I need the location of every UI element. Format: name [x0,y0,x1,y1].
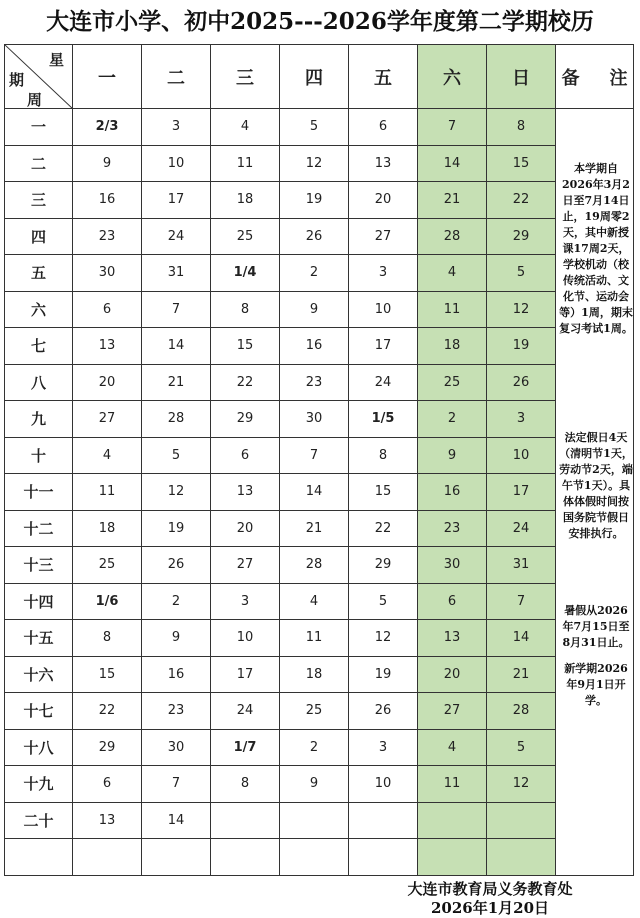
date-cell-sat: 7 [418,109,487,146]
week-row [5,656,634,693]
period-corner-label: 期 [9,71,25,89]
date-cell-fri: 20 [349,182,418,219]
date-cell-sun [487,839,556,876]
week-row [5,109,634,146]
date-cell-fri: 24 [349,364,418,401]
week-number: 十二 [5,510,73,547]
date-cell-fri: 27 [349,218,418,255]
date-cell-wed: 1/4 [211,255,280,292]
week-number [5,839,73,876]
date-cell-fri: 5 [349,583,418,620]
date-cell-wed: 8 [211,766,280,803]
date-cell-fri: 8 [349,437,418,474]
notes-header-label: 备 注 [561,67,628,89]
date-cell-thu: 21 [280,510,349,547]
date-cell-mon: 6 [73,291,142,328]
week-number: 十一 [5,474,73,511]
date-cell-tue: 12 [142,474,211,511]
note-2: 法定假日4天（清明节1天，劳动节2天，端午节1天）。具体体假时间按国务院节假日安排执行。 [559,431,633,540]
date-cell-tue: 14 [142,328,211,365]
date-cell-wed: 27 [211,547,280,584]
date-cell-wed: 25 [211,218,280,255]
date-cell-fri: 17 [349,328,418,365]
week-row [5,620,634,657]
date-cell-mon: 30 [73,255,142,292]
date-cell-wed: 10 [211,620,280,657]
school-calendar-table [4,44,634,876]
date-cell-wed: 20 [211,510,280,547]
date-cell-thu: 9 [280,766,349,803]
week-number: 十三 [5,547,73,584]
week-row [5,145,634,182]
date-cell-thu [280,839,349,876]
date-cell-sun: 14 [487,620,556,657]
date-cell-sun: 10 [487,437,556,474]
week-row [5,328,634,365]
header-row [5,45,634,109]
date-cell-tue: 31 [142,255,211,292]
date-cell-mon: 23 [73,218,142,255]
day-header-thu: 四 [280,45,349,109]
date-cell-wed: 18 [211,182,280,219]
week-row [5,291,634,328]
footer-issuer: 大连市教育局义务教育处 [407,880,573,898]
date-cell-fri: 3 [349,255,418,292]
week-row [5,182,634,219]
date-cell-sat: 4 [418,255,487,292]
date-cell-sun: 24 [487,510,556,547]
date-cell-sat: 11 [418,291,487,328]
notes-column [556,109,634,876]
note-3: 暑假从2026年7月15日至8月31日止。 [562,604,630,649]
date-cell-tue: 16 [142,656,211,693]
week-row [5,437,634,474]
day-header-wed: 三 [211,45,280,109]
date-cell-sun: 5 [487,729,556,766]
date-cell-sun: 7 [487,583,556,620]
date-cell-fri: 19 [349,656,418,693]
date-cell-sun: 17 [487,474,556,511]
week-number: 一 [5,109,73,146]
week-number: 四 [5,218,73,255]
date-cell-sun: 28 [487,693,556,730]
week-row [5,474,634,511]
date-cell-fri: 29 [349,547,418,584]
date-cell-wed: 6 [211,437,280,474]
date-cell-fri: 22 [349,510,418,547]
date-cell-sat: 20 [418,656,487,693]
date-cell-thu: 2 [280,255,349,292]
date-cell-wed: 8 [211,291,280,328]
week-number: 十七 [5,693,73,730]
date-cell-mon: 1/6 [73,583,142,620]
date-cell-thu: 18 [280,656,349,693]
date-cell-sun: 19 [487,328,556,365]
date-cell-thu: 4 [280,583,349,620]
date-cell-sat: 28 [418,218,487,255]
notes-header [556,45,634,109]
date-cell-sun: 3 [487,401,556,438]
date-cell-thu: 9 [280,291,349,328]
date-cell-fri: 10 [349,766,418,803]
date-cell-sun: 29 [487,218,556,255]
date-cell-fri [349,802,418,839]
date-cell-tue: 3 [142,109,211,146]
date-cell-tue: 5 [142,437,211,474]
date-cell-thu: 28 [280,547,349,584]
date-cell-fri: 1/5 [349,401,418,438]
date-cell-wed: 3 [211,583,280,620]
date-cell-wed [211,839,280,876]
week-number: 六 [5,291,73,328]
date-cell-thu [280,802,349,839]
date-cell-sun: 26 [487,364,556,401]
date-cell-sat: 14 [418,145,487,182]
date-cell-wed: 11 [211,145,280,182]
week-row [5,547,634,584]
date-cell-thu: 19 [280,182,349,219]
week-row [5,255,634,292]
note-4: 新学期2026年9月1日开学。 [564,662,628,707]
week-number: 十四 [5,583,73,620]
date-cell-mon: 29 [73,729,142,766]
date-cell-sun: 8 [487,109,556,146]
date-cell-thu: 30 [280,401,349,438]
week-number: 十六 [5,656,73,693]
date-cell-thu: 23 [280,364,349,401]
date-cell-wed: 22 [211,364,280,401]
date-cell-tue: 23 [142,693,211,730]
day-header-sat: 六 [418,45,487,109]
week-number: 九 [5,401,73,438]
date-cell-sun: 21 [487,656,556,693]
date-cell-wed: 1/7 [211,729,280,766]
date-cell-tue [142,839,211,876]
date-cell-sun: 31 [487,547,556,584]
week-number: 三 [5,182,73,219]
date-cell-fri: 3 [349,729,418,766]
week-row [5,839,634,876]
date-cell-mon: 6 [73,766,142,803]
week-number: 八 [5,364,73,401]
date-cell-thu: 11 [280,620,349,657]
date-cell-tue: 26 [142,547,211,584]
date-cell-mon: 25 [73,547,142,584]
week-row [5,802,634,839]
date-cell-sat: 16 [418,474,487,511]
date-cell-sun: 12 [487,766,556,803]
date-cell-mon: 20 [73,364,142,401]
week-row [5,218,634,255]
weekday-corner-label: 星 [48,51,64,69]
date-cell-wed: 4 [211,109,280,146]
date-cell-thu: 5 [280,109,349,146]
date-cell-mon: 8 [73,620,142,657]
day-header-mon: 一 [73,45,142,109]
date-cell-mon: 2/3 [73,109,142,146]
corner-cell [5,45,73,109]
date-cell-sat [418,802,487,839]
date-cell-mon: 15 [73,656,142,693]
day-header-tue: 二 [142,45,211,109]
date-cell-sat: 25 [418,364,487,401]
week-number: 十五 [5,620,73,657]
date-cell-sat: 13 [418,620,487,657]
date-cell-sun: 12 [487,291,556,328]
date-cell-wed: 29 [211,401,280,438]
date-cell-sat: 6 [418,583,487,620]
date-cell-thu: 2 [280,729,349,766]
date-cell-sat: 27 [418,693,487,730]
calendar-title: 大连市小学、初中2025---2026学年度第二学期校历 [46,8,594,35]
date-cell-tue: 9 [142,620,211,657]
footer-date: 2026年1月20日 [430,899,550,917]
date-cell-fri: 12 [349,620,418,657]
date-cell-tue: 7 [142,766,211,803]
week-number: 十九 [5,766,73,803]
date-cell-fri: 6 [349,109,418,146]
week-number: 五 [5,255,73,292]
date-cell-wed: 15 [211,328,280,365]
date-cell-sat: 11 [418,766,487,803]
date-cell-sat: 21 [418,182,487,219]
date-cell-tue: 7 [142,291,211,328]
week-row [5,766,634,803]
date-cell-sun: 5 [487,255,556,292]
date-cell-mon: 22 [73,693,142,730]
date-cell-tue: 30 [142,729,211,766]
date-cell-sat: 18 [418,328,487,365]
date-cell-sun: 15 [487,145,556,182]
week-corner-label: 周 [27,91,43,109]
date-cell-mon: 13 [73,328,142,365]
date-cell-wed [211,802,280,839]
date-cell-thu: 12 [280,145,349,182]
date-cell-sat: 9 [418,437,487,474]
date-cell-sat [418,839,487,876]
week-row [5,401,634,438]
date-cell-fri [349,839,418,876]
note-1: 本学期自2026年3月2日至7月14日止，19周零2天，其中新授课17周2天，学校机动（校传统活动、文化节、运动会等）1周，期末复习考试1周。 [559,162,633,335]
date-cell-mon: 4 [73,437,142,474]
date-cell-thu: 25 [280,693,349,730]
date-cell-tue: 24 [142,218,211,255]
date-cell-fri: 26 [349,693,418,730]
date-cell-tue: 17 [142,182,211,219]
date-cell-sat: 2 [418,401,487,438]
week-row [5,693,634,730]
date-cell-sun: 22 [487,182,556,219]
date-cell-wed: 24 [211,693,280,730]
date-cell-tue: 28 [142,401,211,438]
date-cell-thu: 26 [280,218,349,255]
week-number: 二十 [5,802,73,839]
date-cell-mon: 9 [73,145,142,182]
date-cell-sat: 23 [418,510,487,547]
date-cell-tue: 2 [142,583,211,620]
week-row [5,583,634,620]
date-cell-fri: 13 [349,145,418,182]
day-header-fri: 五 [349,45,418,109]
date-cell-tue: 19 [142,510,211,547]
week-number: 十八 [5,729,73,766]
date-cell-mon: 16 [73,182,142,219]
date-cell-mon: 11 [73,474,142,511]
week-number: 二 [5,145,73,182]
date-cell-tue: 10 [142,145,211,182]
date-cell-mon: 27 [73,401,142,438]
date-cell-fri: 10 [349,291,418,328]
date-cell-thu: 16 [280,328,349,365]
date-cell-mon: 18 [73,510,142,547]
date-cell-tue: 21 [142,364,211,401]
date-cell-tue: 14 [142,802,211,839]
date-cell-mon: 13 [73,802,142,839]
week-row [5,364,634,401]
date-cell-sun [487,802,556,839]
week-number: 十 [5,437,73,474]
day-header-sun: 日 [487,45,556,109]
date-cell-wed: 13 [211,474,280,511]
date-cell-wed: 17 [211,656,280,693]
date-cell-fri: 15 [349,474,418,511]
date-cell-sat: 30 [418,547,487,584]
week-number: 七 [5,328,73,365]
date-cell-thu: 14 [280,474,349,511]
date-cell-thu: 7 [280,437,349,474]
date-cell-sat: 4 [418,729,487,766]
week-row [5,510,634,547]
week-row [5,729,634,766]
date-cell-mon [73,839,142,876]
